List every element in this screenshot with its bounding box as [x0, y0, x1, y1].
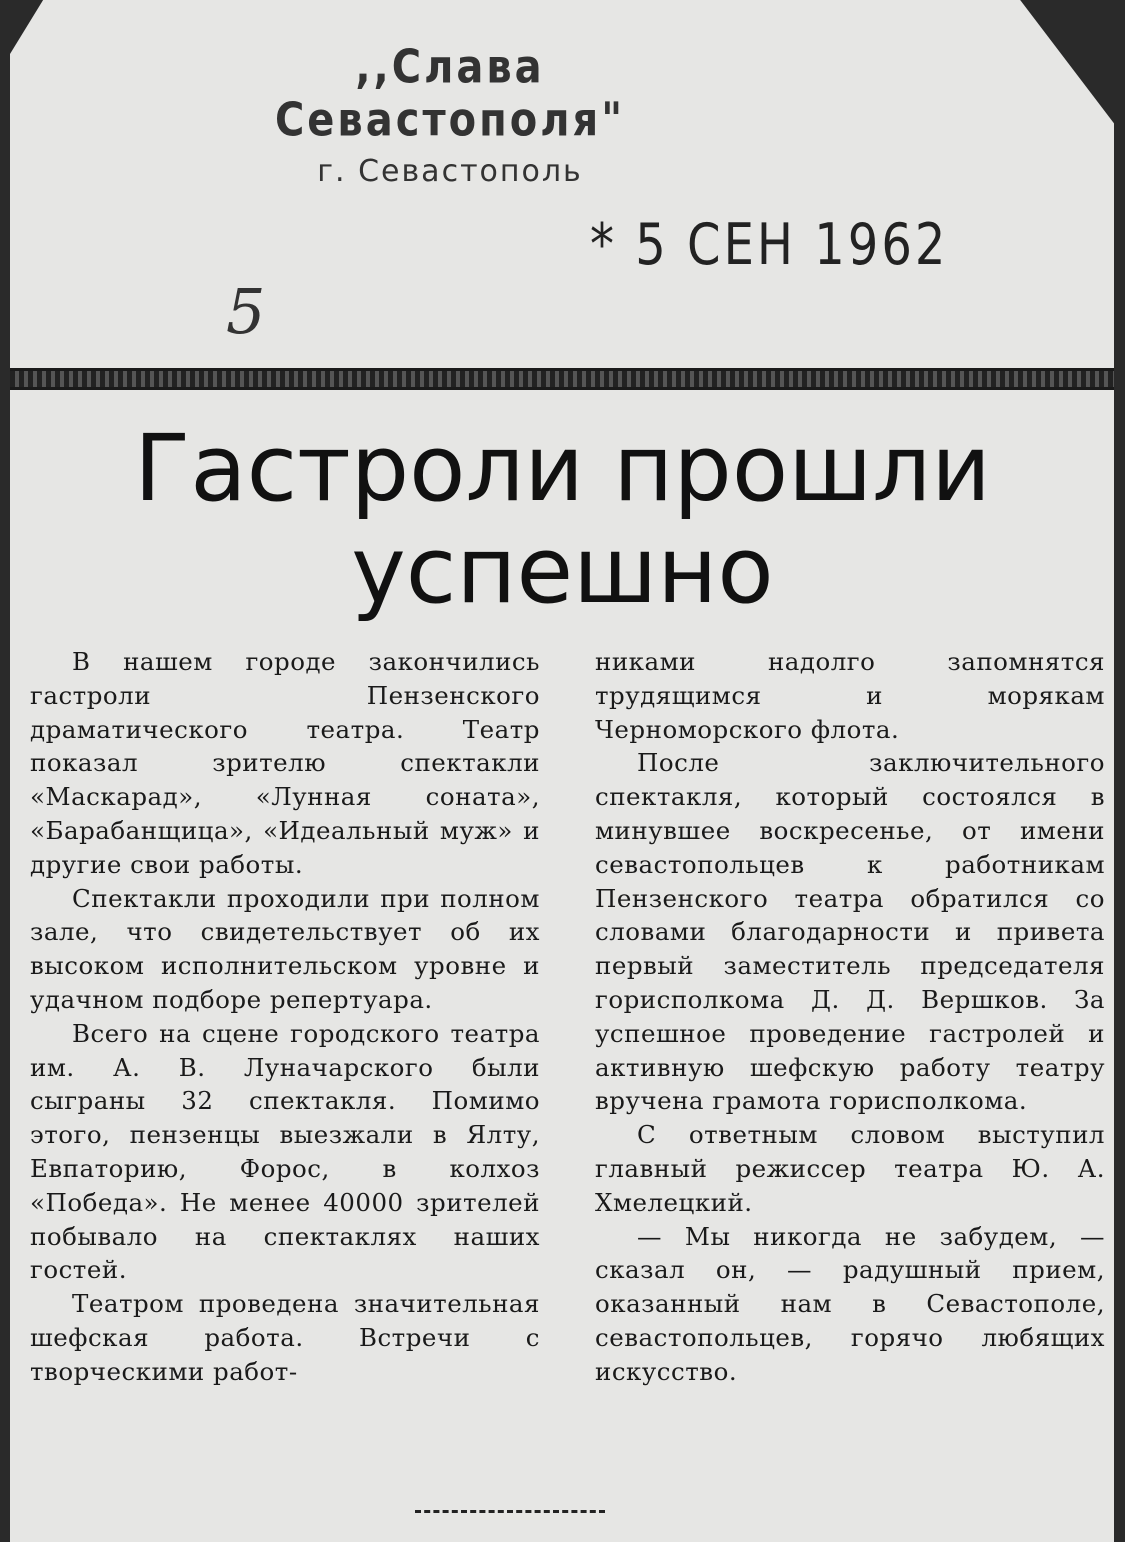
paragraph: — Мы никогда не забудем, — сказал он, — радушный прием, оказанный нам в Севастополе, севастопольцев, горячо любящих искусство.: [595, 1221, 1105, 1386]
paragraph: После заключительного спектакля, который состоялся в минувшее воскресенье, от имени севастопольцев к работникам Пензенского театра обратился со словами благодарности и привета первый заместитель председателя горисполкома Д. Д. Вершков. За успешное проведение гастролей и активную шефскую работу театру вручена грамота горисполкома.: [595, 748, 1105, 1116]
headline-line-2: успешно: [351, 517, 774, 624]
article-body: [30, 645, 1105, 1389]
article-column-2: [595, 645, 1105, 1389]
paragraph: В нашем городе закончились гастроли Пензенского драматического театра. Театр показал зрителю спектакли «Маскарад», «Лунная соната», «Барабанщица», «Идеальный муж» и другие свои работы.: [30, 647, 540, 879]
newspaper-name: ,,Слава Севастополя": [274, 41, 626, 147]
paragraph: Спектакли проходили при полном зале, что свидетельствует об их высоком исполнительском уровне и удачном подборе репертуара.: [30, 883, 540, 1014]
paragraph: С ответным словом выступил главный режиссер театра Ю. А. Хмелецкий.: [595, 1120, 1105, 1217]
date-stamp: * 5 СЕН 1962: [590, 212, 949, 279]
city-name: г. Севастополь: [317, 154, 583, 189]
article-headline: [20, 415, 1105, 624]
separator-rule: [10, 368, 1114, 390]
paragraph: Всего на сцене городского театра им. А. В. Луначарского были сыграны 32 спектакля. Помимо этого, пензенцы выезжали в Ялту, Евпаторию, Форос, в колхоз «Победа». Не менее 40000 зрителей побывало на спектаклях наших гостей.: [30, 1018, 540, 1285]
paragraph: никами надолго запомнятся трудящимся и морякам Черноморского флота.: [595, 647, 1105, 744]
handwritten-mark: 5: [226, 275, 266, 348]
article-column-1: [30, 645, 540, 1389]
headline-line-1: Гастроли прошли: [134, 415, 991, 522]
end-rule: [415, 1510, 605, 1513]
paragraph: Театром проведена значительная шефская работа. Встречи с творческими работ-: [30, 1289, 540, 1386]
masthead: [180, 41, 720, 189]
